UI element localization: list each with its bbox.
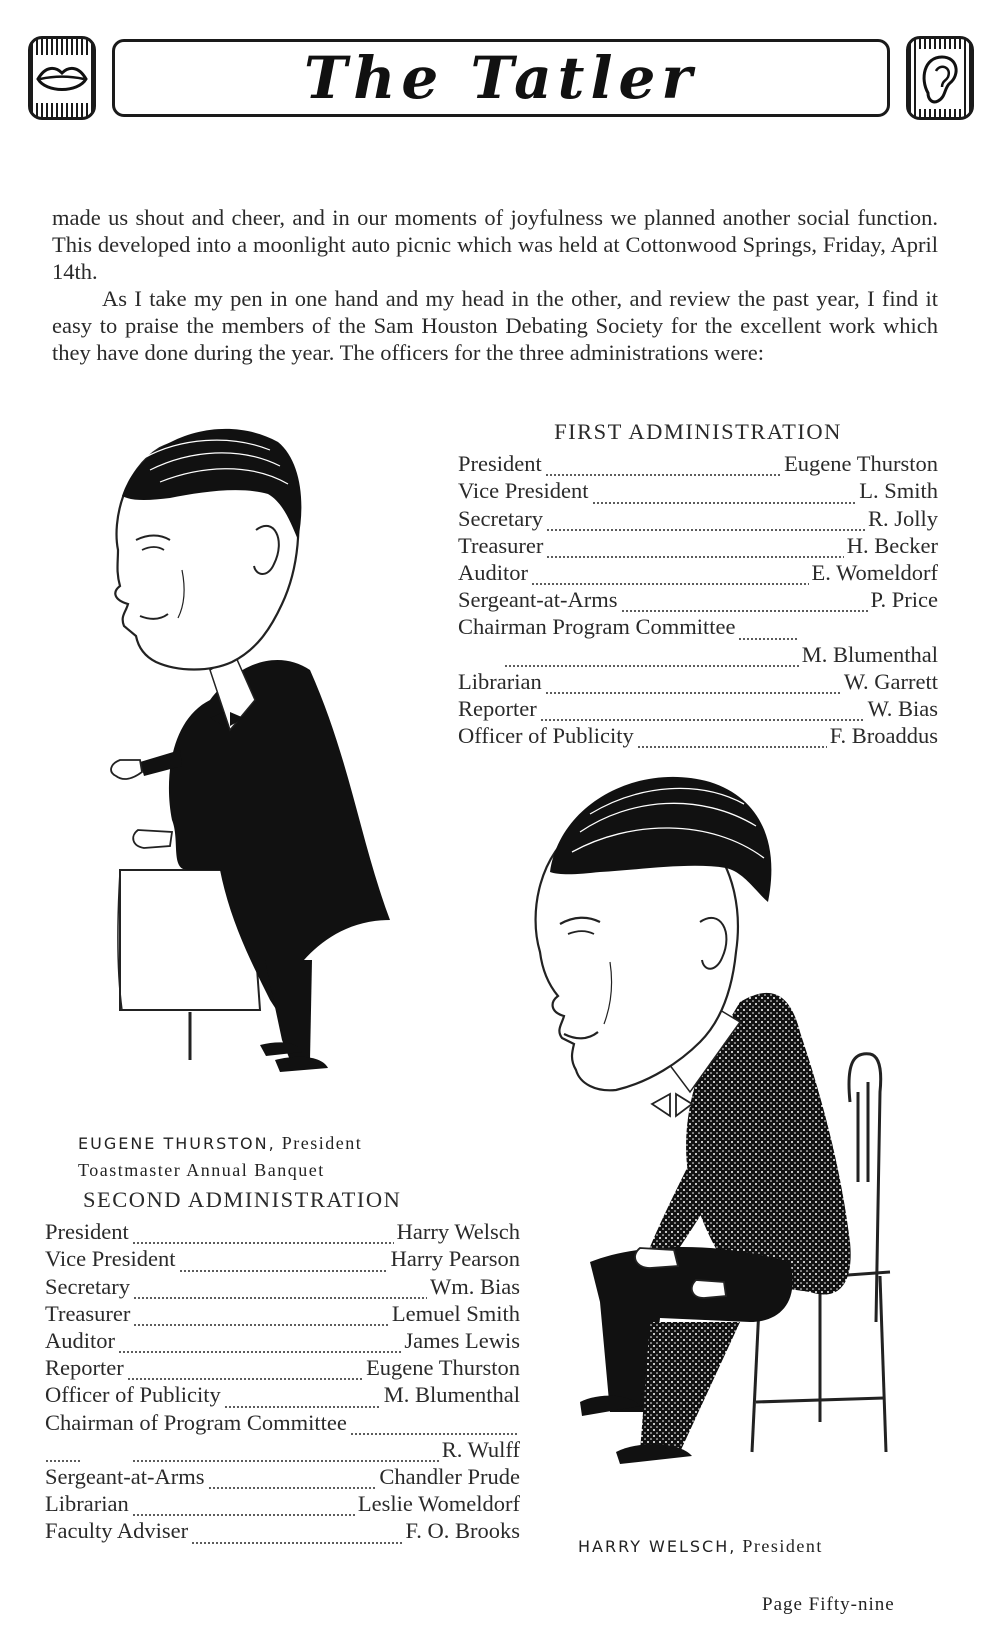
eugene-thurston-caricature bbox=[60, 400, 420, 1120]
officer-row bbox=[45, 1327, 520, 1354]
officer-role: Chairman of Program Committee bbox=[45, 1409, 347, 1435]
leader-dots bbox=[133, 1293, 427, 1300]
officer-row bbox=[45, 1273, 520, 1300]
officer-row bbox=[458, 613, 938, 640]
caption-line bbox=[78, 1130, 362, 1157]
officer-name: L. Smith bbox=[859, 478, 938, 504]
officer-role: Vice President bbox=[45, 1246, 176, 1272]
officer-role: Chairman Program Committee bbox=[458, 614, 736, 640]
officer-row bbox=[45, 1517, 520, 1544]
leader-dots bbox=[621, 606, 868, 613]
officer-role: Officer of Publicity bbox=[458, 723, 634, 749]
first-administration-list bbox=[458, 418, 938, 749]
officer-role: President bbox=[45, 1219, 129, 1245]
officer-role: Treasurer bbox=[45, 1300, 131, 1326]
officer-role: Reporter bbox=[45, 1355, 124, 1381]
second-administration-list bbox=[45, 1186, 520, 1545]
officer-row bbox=[458, 586, 938, 613]
officer-row bbox=[458, 505, 938, 532]
officer-row bbox=[458, 532, 938, 559]
officer-name: E. Womeldorf bbox=[811, 560, 938, 586]
officer-name: James Lewis bbox=[404, 1328, 520, 1354]
officer-row bbox=[458, 477, 938, 504]
leader-dots bbox=[208, 1483, 377, 1490]
officer-name: P. Price bbox=[870, 587, 938, 613]
officer-name: W. Bias bbox=[867, 696, 938, 722]
officer-role: Secretary bbox=[45, 1273, 130, 1299]
right-emblem bbox=[906, 36, 974, 120]
title-box bbox=[112, 39, 890, 117]
leader-dots bbox=[531, 579, 809, 586]
leader-dots bbox=[127, 1374, 363, 1381]
officer-name: Eugene Thurston bbox=[784, 451, 938, 477]
officer-name: Lemuel Smith bbox=[391, 1300, 520, 1326]
officer-role: President bbox=[458, 451, 542, 477]
officer-row bbox=[458, 722, 938, 749]
officer-row bbox=[458, 695, 938, 722]
leader-dots bbox=[133, 1320, 388, 1327]
officer-row bbox=[45, 1300, 520, 1327]
officer-row bbox=[458, 450, 938, 477]
leader-dots bbox=[191, 1538, 402, 1545]
officer-row-continued bbox=[45, 1436, 520, 1463]
leader-dots bbox=[540, 715, 865, 722]
officer-role: Auditor bbox=[458, 560, 528, 586]
caption-name: HARRY WELSCH, bbox=[578, 1537, 737, 1556]
leader-dots bbox=[118, 1347, 401, 1354]
officer-role: Treasurer bbox=[458, 532, 544, 558]
lips-icon bbox=[34, 49, 90, 109]
intro-paragraph: As I take my pen in one hand and my head in the other, and review the past year, I find it easy to praise the members of the Sam Houston Debating Society for the excellent work which they have done during the year. The officers for the three administrations were: bbox=[52, 286, 938, 365]
section-heading: SECOND ADMINISTRATION bbox=[83, 1187, 402, 1212]
leader-dots bbox=[738, 634, 798, 641]
officer-name: Harry Welsch bbox=[396, 1219, 520, 1245]
officer-row bbox=[45, 1409, 520, 1436]
leader-dots bbox=[546, 552, 843, 559]
officer-row bbox=[45, 1354, 520, 1381]
officer-name: M. Blumenthal bbox=[383, 1382, 520, 1408]
leader-dots bbox=[132, 1238, 394, 1245]
officer-role: Librarian bbox=[458, 668, 542, 694]
officer-role: Vice President bbox=[458, 478, 589, 504]
leader-dots bbox=[224, 1402, 381, 1409]
caption-subtitle: Toastmaster Annual Banquet bbox=[78, 1160, 325, 1180]
officer-name: M. Blumenthal bbox=[801, 641, 938, 667]
officer-role: Faculty Adviser bbox=[45, 1518, 189, 1544]
harry-welsch-caricature bbox=[520, 762, 950, 1522]
officer-role: Sergeant-at-Arms bbox=[45, 1464, 205, 1490]
officer-name: W. Garrett bbox=[843, 668, 938, 694]
leader-dots bbox=[504, 661, 799, 668]
officer-row bbox=[458, 559, 938, 586]
officer-name: Eugene Thurston bbox=[366, 1355, 520, 1381]
welsch-caption bbox=[578, 1536, 823, 1557]
officer-name: F. O. Brooks bbox=[405, 1518, 520, 1544]
officer-role: Secretary bbox=[458, 505, 543, 531]
officer-role: Auditor bbox=[45, 1328, 115, 1354]
officer-row bbox=[45, 1490, 520, 1517]
leader-dots bbox=[132, 1510, 355, 1517]
officer-row-continued bbox=[458, 641, 938, 668]
leader-dots bbox=[637, 742, 827, 749]
officer-row bbox=[45, 1245, 520, 1272]
leader-dots bbox=[132, 1456, 439, 1463]
officer-name: Wm. Bias bbox=[430, 1273, 520, 1299]
page-number: Page Fifty-nine bbox=[762, 1594, 895, 1615]
publication-title: The Tatler bbox=[304, 44, 698, 112]
officer-row bbox=[45, 1463, 520, 1490]
officer-role: Sergeant-at-Arms bbox=[458, 587, 618, 613]
officer-row bbox=[458, 668, 938, 695]
caption-title: President bbox=[281, 1133, 363, 1153]
caption-name: EUGENE THURSTON, bbox=[78, 1134, 276, 1153]
officer-role: Officer of Publicity bbox=[45, 1382, 221, 1408]
officer-role: Librarian bbox=[45, 1491, 129, 1517]
leader-dots bbox=[545, 688, 841, 695]
thurston-caption bbox=[78, 1130, 362, 1184]
officer-name: Harry Pearson bbox=[390, 1246, 520, 1272]
officer-name: Leslie Womeldorf bbox=[357, 1491, 520, 1517]
leader-dots bbox=[45, 1456, 81, 1463]
leader-dots bbox=[179, 1266, 388, 1273]
officer-name: R. Wulff bbox=[441, 1436, 520, 1462]
caption-title: President bbox=[742, 1536, 823, 1556]
officer-name: F. Broaddus bbox=[829, 723, 938, 749]
officer-name: H. Becker bbox=[846, 532, 938, 558]
leader-dots bbox=[592, 498, 857, 505]
officer-name: R. Jolly bbox=[867, 505, 938, 531]
officer-role: Reporter bbox=[458, 696, 537, 722]
intro-text bbox=[52, 204, 938, 366]
leader-dots bbox=[350, 1429, 517, 1436]
officer-row bbox=[45, 1218, 520, 1245]
leader-dots bbox=[545, 470, 781, 477]
ear-icon bbox=[912, 49, 968, 109]
officer-row bbox=[45, 1381, 520, 1408]
masthead bbox=[28, 36, 974, 124]
section-heading: FIRST ADMINISTRATION bbox=[554, 419, 842, 444]
officer-name: Chandler Prude bbox=[379, 1464, 520, 1490]
intro-paragraph: made us shout and cheer, and in our moments of joyfulness we planned another social function. This developed into a moonlight auto picnic which was held at Cottonwood Springs, Friday, April 14th. bbox=[52, 205, 938, 284]
leader-dots bbox=[546, 525, 865, 532]
left-emblem bbox=[28, 36, 96, 120]
